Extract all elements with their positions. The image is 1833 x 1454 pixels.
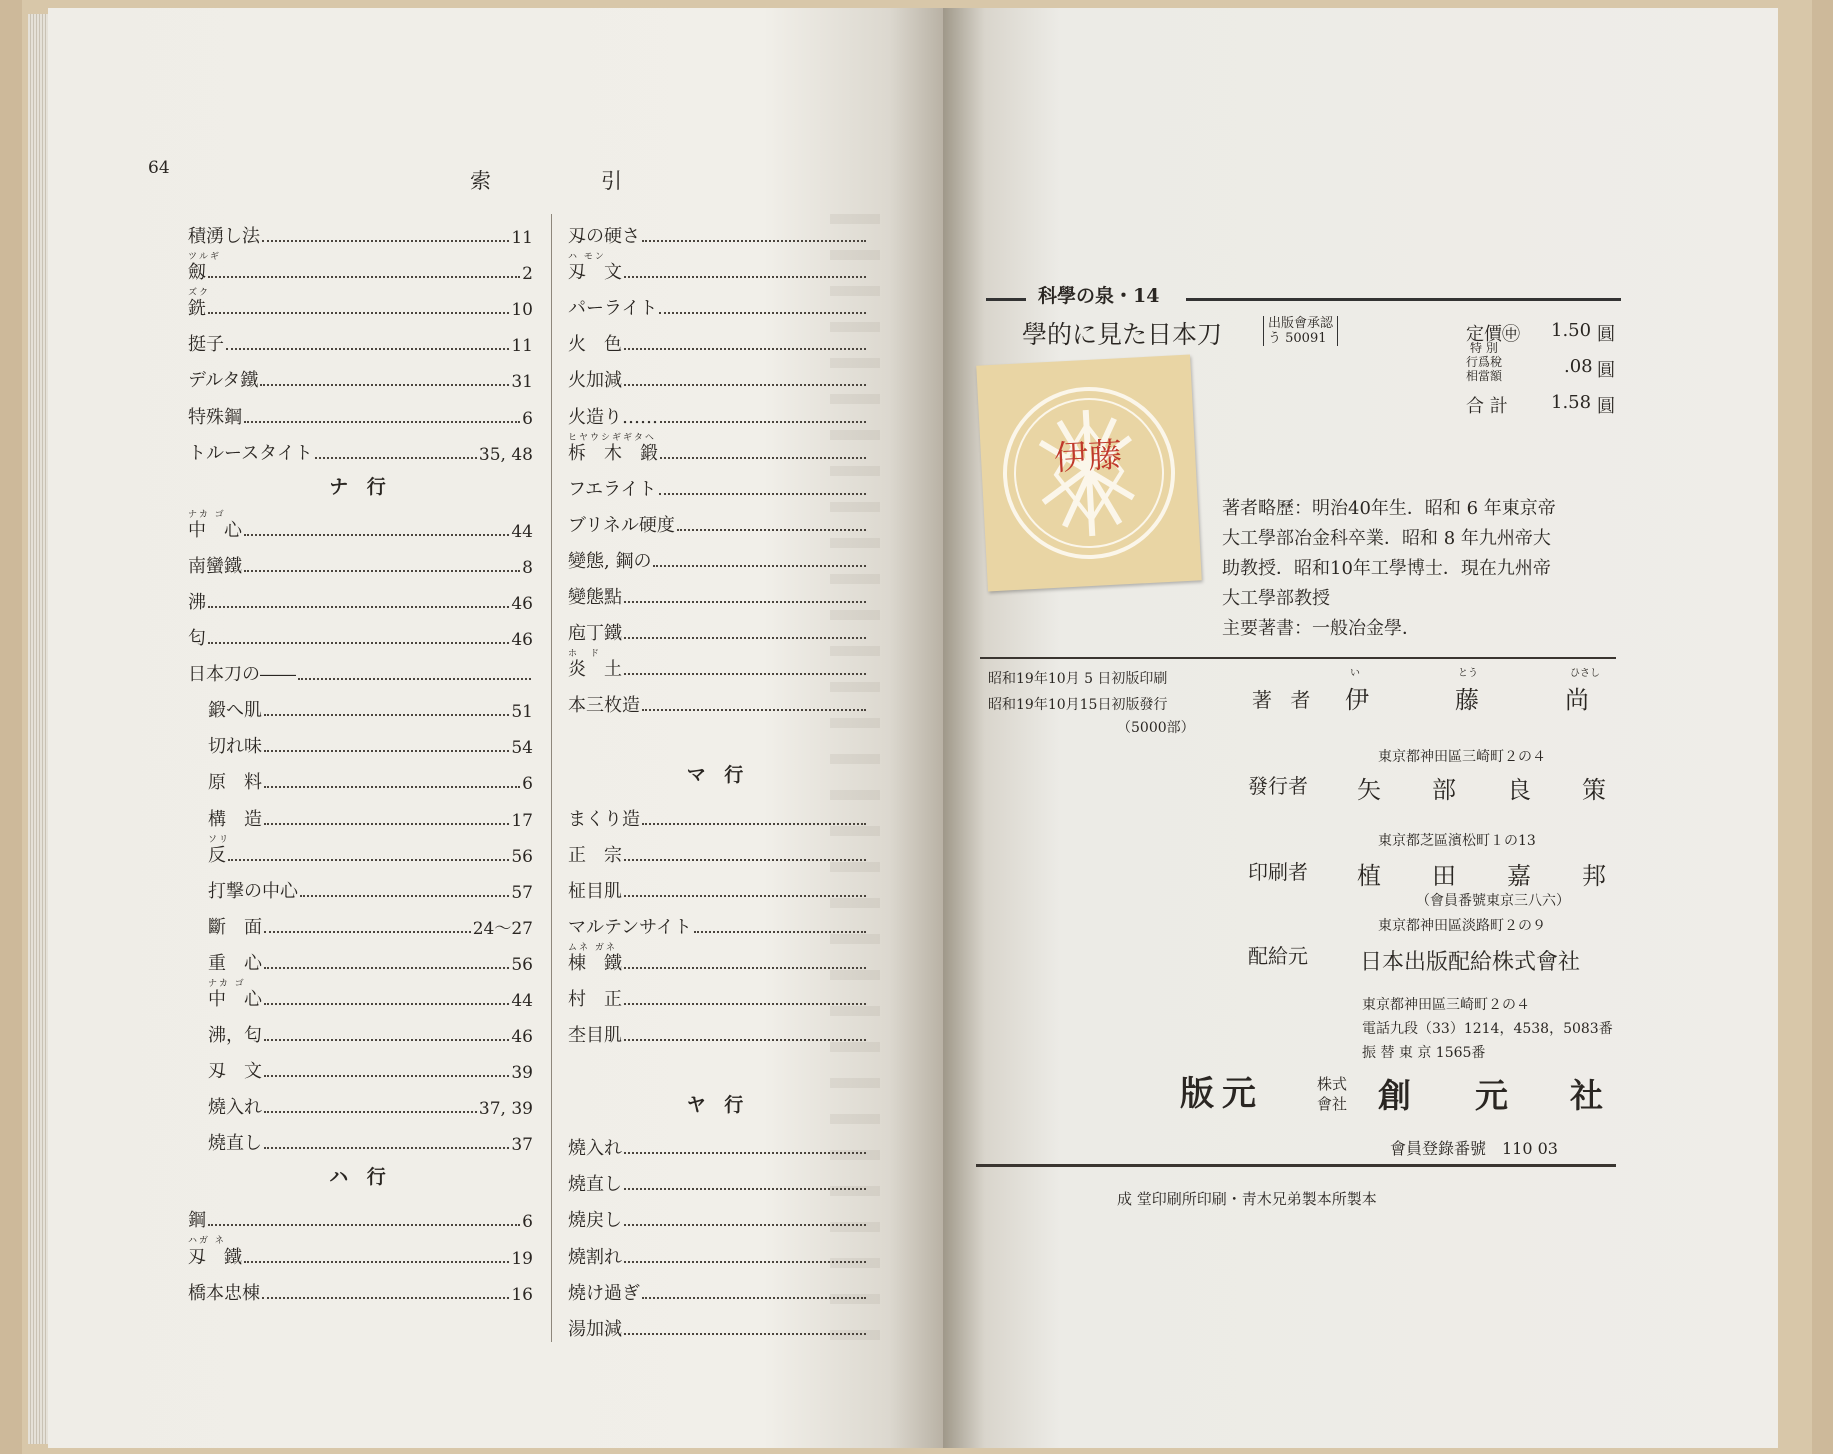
publisher-char-1: 矢 [1357,776,1385,804]
ruby-reading: ツルギ [188,252,222,263]
index-entry [188,1232,533,1268]
ruby-reading: ヒヤウシギギタヘ [568,432,656,443]
dot-leader [260,384,509,386]
printer-char-2: 田 [1432,862,1460,890]
entry-page: 56 [511,846,533,867]
author-seal [976,355,1202,592]
dot-leader [660,421,866,423]
entry-term: マルテンサイト [568,916,692,938]
entry-page: 6 [522,408,533,429]
entry-term: 沸 [188,591,206,613]
entry-term: 鍛へ肌 [208,700,262,722]
bio-line: 大工學部教授 [1222,588,1330,609]
entry-term: 燒入れ [208,1097,262,1119]
total-value: 1.58 [1551,392,1592,413]
entry-term: 銑 [188,298,206,320]
entry-term: 燒直し [568,1174,622,1196]
dot-leader [624,348,866,350]
dot-leader [653,565,866,567]
issue-date: 昭和19年10月15日初版發行 [988,697,1168,713]
entry-term: ブリネル硬度 [568,514,675,536]
entry-term: 燒入れ [568,1138,622,1160]
dot-leader [264,750,509,752]
series-banner [986,281,1621,305]
distributor-label: 配給元 [1248,944,1308,968]
entry-term: 鋼 [188,1210,206,1232]
index-entry [568,1196,868,1232]
index-entry [568,429,868,465]
index-entry [568,903,868,939]
index-entry [568,1160,868,1196]
ruby-reading: ハ モン [568,252,606,263]
entry-term: 劔 [188,262,206,284]
seal-text: 伊藤 [1053,435,1124,479]
index-entry [188,1083,533,1119]
index-entry [188,831,533,867]
seal-emblem-icon [976,355,1202,592]
total-unit: 圓 [1597,396,1615,417]
entry-page: 51 [511,702,533,723]
dot-leader [315,457,477,459]
author-ruby-1: い [1350,668,1360,679]
entry-term: 杢目肌 [568,1025,622,1047]
entry-term: 特殊鋼 [188,406,242,428]
dot-leader [264,1111,477,1113]
colophon-rule-bottom [976,1164,1616,1167]
entry-term: 中 心 [208,988,262,1010]
author-char-3: 尚 [1565,686,1593,714]
tax-label-1: 特 別 [1470,341,1498,355]
index-entry [188,248,533,284]
spacer [568,1047,868,1083]
index-entry [188,722,533,758]
dot-leader [264,1075,509,1077]
spacer [568,717,868,753]
entry-term: 刄 鐵 [188,1246,242,1268]
entry-page: 56 [511,954,533,975]
dot-leader [264,1147,509,1149]
dot-leader [262,240,509,242]
price-unit: 圓 [1597,324,1615,345]
dot-leader [642,240,866,242]
printer-char-1: 植 [1357,862,1385,890]
index-entry [188,1196,533,1232]
series-rule-left [986,298,1026,301]
entry-term: 打撃の中心 [208,880,298,902]
dot-leader [659,312,866,314]
dot-leader [228,859,509,861]
tax-value: .08 [1564,356,1593,377]
company-char-3: 社 [1570,1076,1607,1115]
dot-leader [624,1224,866,1226]
entry-term: 斷 面 [208,916,262,938]
dot-leader [624,384,866,386]
entry-page: 6 [522,1212,533,1233]
approval-line-2: う 50091 [1268,331,1327,346]
dot-leader [624,895,866,897]
entry-page: 31 [511,372,533,393]
index-entry [188,392,533,428]
ruby-reading: ホ ド [568,649,602,660]
dot-leader [298,678,531,680]
index-entry [568,537,868,573]
ruby-reading: ムネ ガネ [568,942,617,953]
section-heading: ヤ 行 [686,1094,750,1117]
index-entry [568,867,868,903]
index-entry [188,686,533,722]
dot-leader [624,1333,866,1335]
author-char-1: 伊 [1345,686,1373,714]
entry-term: 變態點 [568,587,622,609]
entry-page: 2 [522,264,533,285]
publisher-char-4: 策 [1582,776,1610,804]
author-ruby-2: とう [1458,668,1478,679]
entry-term: 原 料 [208,772,262,794]
entry-term: 南蠻鐵 [188,555,242,577]
dot-leader [264,967,509,969]
member-registration: 會員登錄番號 110 03 [1390,1139,1558,1158]
dot-leader [642,823,866,825]
dot-leader [264,786,520,788]
company-type-1: 株式 [1317,1075,1348,1093]
ruby-reading: ハガ ネ [188,1236,226,1247]
right-page [943,8,1778,1448]
publisher-char-2: 部 [1432,776,1460,804]
entry-term: 重 心 [208,952,262,974]
index-entry [188,1011,533,1047]
entry-term: フエライト [568,478,657,500]
printer-binder-footer: 成 堂印刷所印刷・靑木兄弟製本所製本 [1117,1190,1377,1208]
entry-page: 37, 39 [478,1099,533,1120]
dot-leader [624,1152,866,1154]
index-entry [188,1047,533,1083]
entry-page: 10 [511,300,533,321]
dot-leader [624,673,866,675]
approval-line-1: 出版會承認 [1268,316,1334,331]
index-entry [188,356,533,392]
entry-term: 棟 鐵 [568,952,622,974]
printer-label: 印刷者 [1248,860,1308,884]
entry-term: 柝 木 鍛 [568,442,658,464]
entry-page: 6 [522,774,533,795]
index-entry [568,284,868,320]
entry-page: 19 [511,1248,533,1269]
price-value: 1.50 [1551,320,1592,341]
publisher-label: 發行者 [1248,774,1308,798]
dot-leader [660,457,866,459]
series-rule-right [1186,298,1621,301]
index-entry [568,465,868,501]
entry-term: 構 造 [208,808,262,830]
entry-page: 57 [511,882,533,903]
entry-page: 39 [511,1063,533,1084]
page-number: 64 [148,158,170,178]
index-entry [568,645,868,681]
entry-term: 反 [208,844,226,866]
dot-leader [677,529,866,531]
approval-box [1263,316,1338,346]
printer-char-3: 嘉 [1507,862,1535,890]
book-title: 學的に見た日本刀 [1022,320,1223,349]
index-entry [188,1119,533,1155]
page-edges [28,14,48,1444]
company-transfer-account: 振 替 東 京 1565番 [1362,1045,1486,1061]
publisher-address: 東京都神田區三崎町２の４ [1378,749,1546,765]
dot-leader [244,570,520,572]
entry-term: 沸，匂 [208,1025,262,1047]
dot-leader [264,823,509,825]
publisher-char-3: 良 [1507,776,1535,804]
author-char-2: 藤 [1455,686,1483,714]
entry-term: 炎 土 [568,659,622,681]
entry-page: 54 [511,738,533,759]
entry-term: 中 心 [188,519,242,541]
entry-page: 35, 48 [478,444,533,465]
index-entry [188,320,533,356]
dot-leader [264,714,509,716]
dot-leader [624,1188,866,1190]
index-entry [188,1269,533,1305]
dot-leader [264,1039,509,1041]
bio-line: 助教授．昭和10年工學博士．現在九州帝 [1222,558,1551,579]
index-entry [568,794,868,830]
hanmoto-label: 版元 [1180,1074,1264,1114]
entry-term: 變態, 鋼の [568,550,652,572]
index-entry [568,1011,868,1047]
entry-term: 刄 文 [208,1061,262,1083]
dot-leader [300,895,509,897]
tax-unit: 圓 [1597,360,1615,381]
index-entry [188,794,533,830]
bio-line: 主要著書：一般冶金學． [1222,618,1420,639]
total-label: 合 計 [1466,396,1508,417]
entry-term: まくり造 [568,808,640,830]
dot-leader [642,709,866,711]
dot-leader [624,859,866,861]
entry-term: 村 正 [568,988,622,1010]
index-entry [188,939,533,975]
copies: （5000部） [1117,720,1195,736]
dot-leader [659,493,866,495]
dot-leader [264,1003,509,1005]
section-heading: ナ 行 [329,475,392,498]
index-entry [568,1232,868,1268]
ruby-reading: ソリ [208,834,231,845]
distributor-name: 日本出版配給株式會社 [1360,950,1581,975]
company-address: 東京都神田區三崎町２の４ [1362,997,1530,1013]
entry-term: 積湧し法 [188,226,260,248]
entry-term: 日本刀の―― [188,664,296,686]
dot-leader [208,312,509,314]
printer-address: 東京都芝區濱松町１の13 [1378,833,1536,849]
entry-term: デルタ鐵 [188,370,259,392]
entry-term: 柾目肌 [568,880,622,902]
index-entry [568,501,868,537]
entry-page: 17 [511,810,533,831]
index-entry [568,320,868,356]
price-label: 定價㊥ [1466,324,1520,345]
index-entry [568,212,868,248]
colophon-rule-top [980,657,1616,659]
index-entry [568,1305,868,1341]
entry-term: 刄 文 [568,262,622,284]
dot-leader [208,606,509,608]
section-heading: マ 行 [686,764,750,787]
entry-term: 匂 [188,628,206,650]
entry-page: 16 [511,1284,533,1305]
entry-term: 燒戻し [568,1210,622,1232]
entry-page: 46 [511,1027,533,1048]
entry-term: 橋本忠棟 [188,1282,260,1304]
dot-leader [624,1261,866,1263]
company-type-2: 會社 [1317,1095,1348,1113]
distributor-address: 東京都神田區淡路町２の９ [1378,918,1546,934]
ruby-reading: ズク [188,288,211,299]
entry-term: 挺子 [188,334,224,356]
series-name: 科學の泉・14 [1038,285,1160,307]
dot-leader [208,276,520,278]
entry-term: トルースタイト [188,442,313,464]
dot-leader [694,931,866,933]
entry-page: 46 [511,593,533,614]
index-entry [188,614,533,650]
dot-leader [208,642,509,644]
index-entry [188,506,533,542]
printer-member-number: （會員番號東京三八六） [1416,893,1570,909]
entry-page: 46 [511,630,533,651]
entry-term: 刄の硬さ [568,226,640,248]
entry-term: 切れ味 [208,736,262,758]
dot-leader [244,534,509,536]
dot-leader [262,1297,509,1299]
dot-leader [624,601,866,603]
entry-page: 37 [511,1135,533,1156]
index-entry [568,356,868,392]
index-entry [568,1124,868,1160]
entry-page: 44 [511,990,533,1011]
dot-leader [624,967,866,969]
dot-leader [264,931,471,933]
dot-leader [624,637,866,639]
dot-leader [624,1003,866,1005]
entry-term: 燒け過ぎ [568,1282,640,1304]
entry-page: 11 [511,336,533,357]
ruby-reading: ナカ ゴ [188,509,226,520]
index-entry [188,542,533,578]
index-entry [568,939,868,975]
index-entry [188,867,533,903]
printer-char-4: 邦 [1582,862,1610,890]
index-entry [188,212,533,248]
index-entry [188,578,533,614]
entry-term: 燒割れ [568,1246,622,1268]
entry-term: 庖丁鐵 [568,623,622,645]
entry-term: 本三枚造 [568,695,640,717]
dot-leader [244,1261,509,1263]
index-entry [568,609,868,645]
index-entry [188,903,533,939]
dot-leader [624,1039,866,1041]
tax-label-3: 相當額 [1466,369,1503,383]
entry-term: 火加減 [568,370,622,392]
entry-term: 火 色 [568,334,622,356]
column-divider [551,214,552,1342]
running-head: 索引 [470,169,732,193]
section-heading: ハ 行 [329,1166,392,1189]
index-entry [568,248,868,284]
dot-leader [244,421,520,423]
company-char-1: 創 [1378,1076,1415,1115]
author-label: 著 者 [1252,688,1317,712]
dot-leader [208,1224,520,1226]
index-entry [188,284,533,320]
index-entry [568,1269,868,1305]
index-entry [188,975,533,1011]
author-biography [1222,494,1617,644]
entry-page: 24～27 [472,918,533,939]
company-phone: 電話九段（33）1214，4538，5083番 [1362,1021,1613,1037]
entry-term: 湯加減 [568,1318,622,1340]
index-entry [568,831,868,867]
bio-line: 大工學部冶金科卒業．昭和 8 年九州帝大 [1222,528,1551,549]
index-entry [568,975,868,1011]
index-entry [188,758,533,794]
entry-page: 8 [522,557,533,578]
author-ruby-3: ひさし [1570,668,1600,679]
print-date: 昭和19年10月 5 日初版印刷 [988,671,1168,687]
company-char-2: 元 [1475,1076,1512,1115]
entry-page: 11 [511,228,533,249]
entry-term: 火造り…… [568,406,658,428]
index-entry [568,573,868,609]
index-column-a [188,212,533,1305]
tax-label-2: 行爲稅 [1466,355,1503,369]
entry-page: 44 [511,521,533,542]
index-entry [188,429,533,465]
entry-term: 正 宗 [568,844,622,866]
entry-term: 燒直し [208,1133,262,1155]
index-entry [568,681,868,717]
entry-term: パーライト [568,298,658,320]
dot-leader [642,1297,866,1299]
index-entry [568,392,868,428]
ruby-reading: ナカ ゴ [208,978,246,989]
dot-leader [226,348,509,350]
dot-leader [624,276,866,278]
bio-line: 著者略歷：明治40年生．昭和 6 年東京帝 [1222,498,1556,519]
index-column-b [568,212,868,1341]
index-entry [188,650,533,686]
